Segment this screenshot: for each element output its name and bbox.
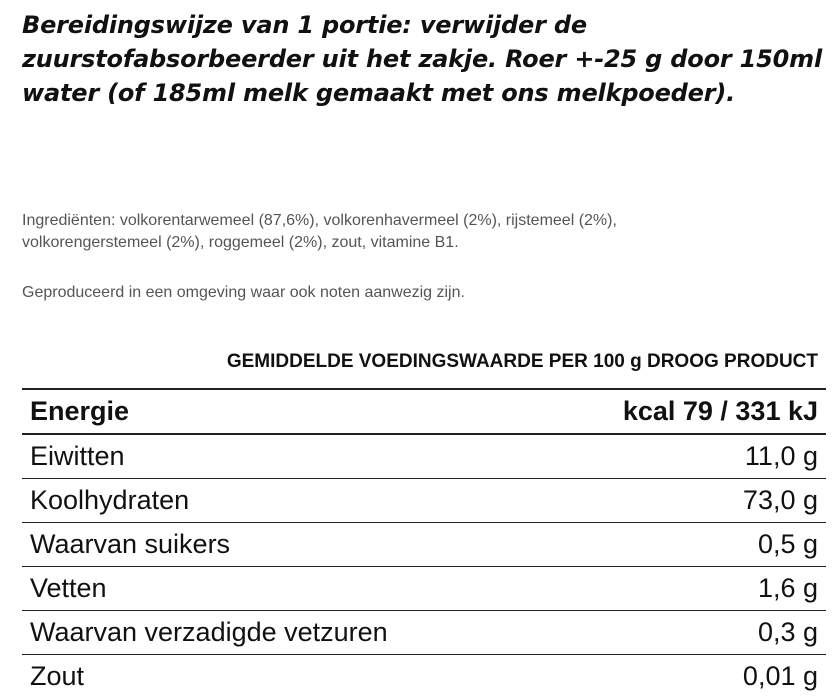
nutrition-value: kcal 79 / 331 kJ bbox=[622, 396, 818, 426]
nutrition-label: Zout bbox=[30, 661, 85, 691]
nutrition-value: 0,5 g bbox=[757, 529, 818, 559]
nutrition-value: 0,01 g bbox=[742, 661, 818, 691]
preparation-line: Bereidingswijze van 1 portie: verwijder de bbox=[22, 11, 587, 39]
nutrition-table-title: GEMIDDELDE VOEDINGSWAARDE PER 100 g DROOG PRODUCT bbox=[226, 351, 818, 372]
preparation-line: zuurstofabsorbeerder uit het zakje. Roer +-25 g door 150ml bbox=[22, 45, 822, 73]
nutrition-value: 73,0 g bbox=[742, 485, 818, 515]
ingredients-line: volkorengerstemeel (2%), roggemeel (2%), zout, vitamine B1. bbox=[22, 234, 459, 251]
nutrition-row bbox=[22, 567, 826, 611]
nutrition-table bbox=[22, 388, 826, 698]
nutrition-value: 11,0 g bbox=[744, 441, 818, 471]
nutrition-row bbox=[22, 523, 826, 567]
nutrition-label: Vetten bbox=[30, 573, 107, 603]
allergen-notice: Geproduceerd in een omgeving waar ook noten aanwezig zijn. bbox=[22, 284, 465, 301]
nutrition-value: 0,3 g bbox=[757, 617, 818, 647]
nutrition-label: Koolhydraten bbox=[30, 485, 190, 515]
nutrition-header-row bbox=[22, 390, 826, 435]
nutrition-label: Energie bbox=[30, 396, 130, 426]
nutrition-row bbox=[22, 479, 826, 523]
preparation-line: water (of 185ml melk gemaakt met ons melkpoeder). bbox=[22, 79, 736, 107]
nutrition-value: 1,6 g bbox=[757, 573, 818, 603]
nutrition-label: Waarvan suikers bbox=[30, 529, 231, 559]
ingredients-line: Ingrediënten: volkorentarwemeel (87,6%), volkorenhavermeel (2%), rijstemeel (2%), bbox=[22, 212, 617, 229]
nutrition-label: Waarvan verzadigde vetzuren bbox=[30, 617, 388, 647]
preparation-instructions bbox=[22, 8, 822, 110]
nutrition-label: Eiwitten bbox=[30, 441, 125, 471]
ingredients-list bbox=[22, 210, 822, 254]
nutrition-row bbox=[22, 435, 826, 479]
nutrition-row bbox=[22, 655, 826, 698]
nutrition-row bbox=[22, 611, 826, 655]
